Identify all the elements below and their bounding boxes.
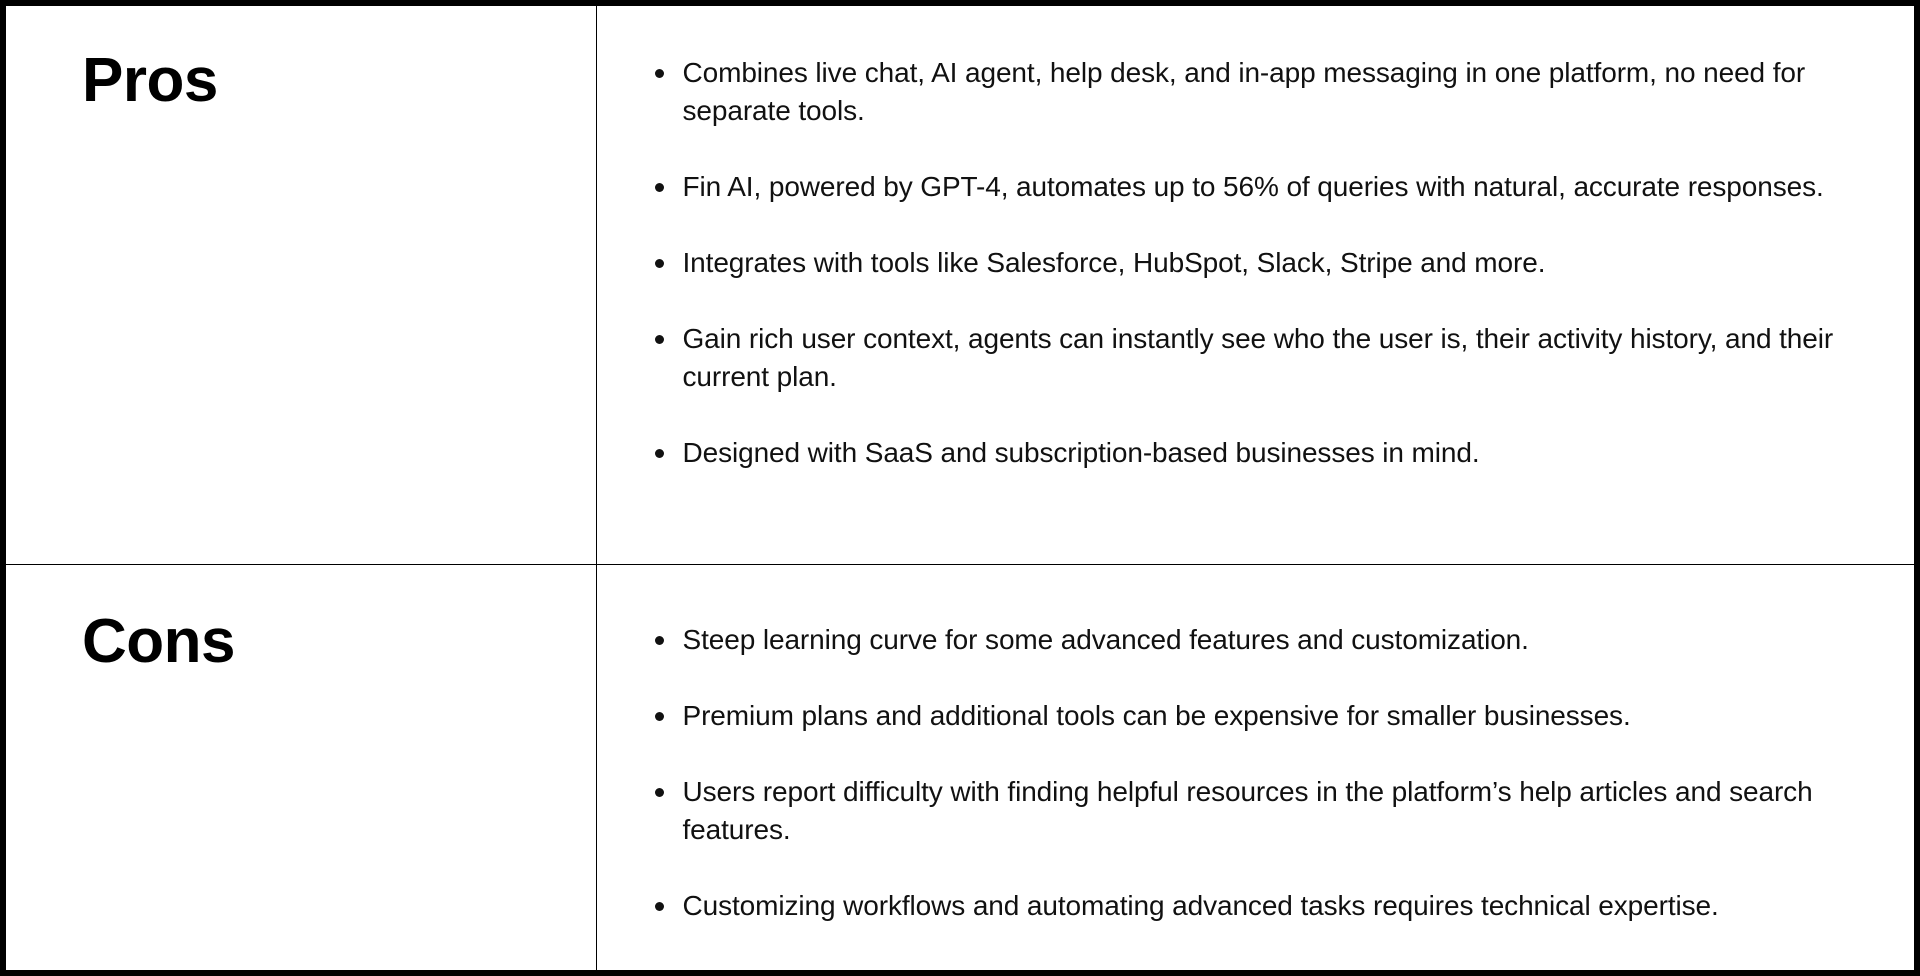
bullet-dot-icon bbox=[655, 449, 664, 458]
pros-cons-table bbox=[6, 6, 1914, 970]
cons-item-text: Users report difficulty with finding helpful resources in the platform’s help articles and search features. bbox=[682, 776, 1813, 845]
pros-item-text: Designed with SaaS and subscription-based businesses in mind. bbox=[682, 437, 1480, 468]
bullet-dot-icon bbox=[655, 902, 664, 911]
bullet-dot-icon bbox=[655, 712, 664, 721]
bullet-dot-icon bbox=[655, 259, 664, 268]
bullet-dot-icon bbox=[655, 69, 664, 78]
cons-row bbox=[6, 565, 1914, 971]
cons-list-item bbox=[655, 621, 1895, 659]
pros-list-item bbox=[655, 54, 1895, 130]
pros-list-item bbox=[655, 320, 1895, 396]
cons-list-item bbox=[655, 887, 1895, 925]
bullet-dot-icon bbox=[655, 788, 664, 797]
bullet-dot-icon bbox=[655, 636, 664, 645]
pros-item-text: Integrates with tools like Salesforce, HubSpot, Slack, Stripe and more. bbox=[682, 247, 1546, 278]
cons-list-item bbox=[655, 773, 1895, 849]
pros-label-cell bbox=[6, 6, 596, 565]
pros-item-text: Gain rich user context, agents can instantly see who the user is, their activity history, and their current plan. bbox=[682, 323, 1834, 392]
cons-item-text: Customizing workflows and automating advanced tasks requires technical expertise. bbox=[682, 890, 1719, 921]
pros-list-item bbox=[655, 434, 1895, 472]
bullet-dot-icon bbox=[655, 183, 664, 192]
pros-list-cell bbox=[596, 6, 1914, 565]
pros-list-item bbox=[655, 168, 1895, 206]
pros-item-text: Fin AI, powered by GPT-4, automates up to 56% of queries with natural, accurate responses. bbox=[682, 171, 1824, 202]
cons-item-text: Premium plans and additional tools can be expensive for smaller businesses. bbox=[682, 700, 1631, 731]
cons-heading: Cons bbox=[82, 607, 235, 676]
bullet-dot-icon bbox=[655, 335, 664, 344]
pros-row bbox=[6, 6, 1914, 565]
pros-item-text: Combines live chat, AI agent, help desk, and in-app messaging in one platform, no need for separate tools. bbox=[682, 57, 1806, 126]
cons-list-cell bbox=[596, 565, 1914, 971]
cons-list-item bbox=[655, 697, 1895, 735]
pros-heading: Pros bbox=[82, 46, 218, 115]
cons-label-cell bbox=[6, 565, 596, 971]
cons-list bbox=[597, 565, 1915, 925]
pros-list bbox=[597, 6, 1915, 472]
cons-item-text: Steep learning curve for some advanced features and customization. bbox=[682, 624, 1529, 655]
pros-list-item bbox=[655, 244, 1895, 282]
